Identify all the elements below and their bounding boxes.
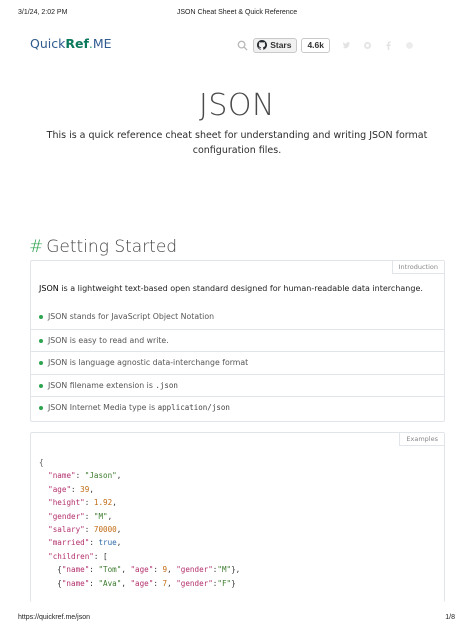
bullet-code: .json	[155, 380, 178, 390]
intro-json-strong: JSON	[39, 284, 59, 293]
bullet-strong: JSON	[48, 403, 68, 413]
bullet-dot	[39, 339, 43, 343]
bullet-code: application/json	[157, 403, 230, 413]
print-page-number: 1/8	[445, 614, 455, 621]
bullet-dot	[39, 315, 43, 319]
bullet-strong: JSON	[48, 380, 68, 390]
card-tag-examples: Examples	[399, 433, 444, 446]
bullet-dot	[39, 384, 43, 388]
facebook-icon[interactable]	[384, 41, 393, 50]
section-heading-getting-started	[29, 237, 177, 257]
share-icon[interactable]	[405, 41, 414, 50]
bullet-strong: JSON	[48, 312, 68, 321]
list-item	[31, 396, 444, 419]
introduction-card	[30, 260, 445, 422]
list-item	[31, 329, 444, 352]
card-tag-introduction: Introduction	[392, 261, 444, 274]
search-icon[interactable]	[237, 40, 248, 51]
print-doc-title: JSON Cheat Sheet & Quick Reference	[176, 9, 298, 16]
github-stars-button[interactable]	[253, 38, 297, 53]
list-item	[31, 351, 444, 374]
page-title: JSON	[199, 88, 275, 123]
examples-card	[30, 432, 445, 602]
section-anchor-hash[interactable]: #	[29, 237, 44, 257]
bullet-text: stands for JavaScript Object Notation	[67, 312, 215, 321]
stars-label: Stars	[270, 40, 292, 50]
section-title: Getting Started	[46, 237, 178, 257]
logo-dot: .	[88, 36, 93, 51]
print-url: https://quickref.me/json	[18, 614, 90, 621]
bullet-strong: JSON	[48, 335, 68, 345]
bullet-dot	[39, 406, 43, 410]
json-code-block: { "name": "Jason", "age": 39, "height": 1.92, "gender": "M", "salary": 70000, "married": true, "children": [ {"name": "Tom", "age": 9, "gender":"M"}, {"name": "Ava", "age": 7, "gender":"F"}	[39, 458, 241, 588]
intro-bullet-list	[31, 306, 444, 419]
intro-text: is a lightweight text-based open standard designed for human-readable data interchange.	[58, 284, 423, 293]
list-item	[31, 306, 444, 329]
print-datetime: 3/1/24, 2:02 PM	[18, 9, 68, 16]
logo-me: ME	[92, 36, 112, 51]
page-subtitle: This is a quick reference cheat sheet for understanding and writing JSON format configuration files.	[46, 130, 428, 156]
logo-quick: Quick	[30, 36, 66, 51]
print-footer	[0, 614, 474, 626]
bullet-text: filename extension is	[67, 380, 156, 390]
logo-ref: Ref	[65, 36, 89, 51]
stars-count[interactable]: 4.6k	[301, 38, 330, 53]
site-navbar	[30, 34, 444, 56]
theme-icon[interactable]	[363, 41, 372, 50]
bullet-text: Internet Media type is	[67, 403, 158, 413]
bullet-dot	[39, 361, 43, 365]
bullet-text: is easy to read and write.	[67, 335, 169, 345]
bullet-text: is language agnostic data-interchange format	[67, 358, 249, 368]
twitter-icon[interactable]	[342, 41, 351, 50]
intro-paragraph	[39, 284, 439, 293]
github-icon	[257, 40, 267, 50]
print-header	[0, 9, 474, 21]
site-logo[interactable]	[30, 36, 112, 51]
bullet-strong: JSON	[48, 358, 68, 368]
navbar-actions	[237, 34, 414, 56]
list-item	[31, 374, 444, 397]
